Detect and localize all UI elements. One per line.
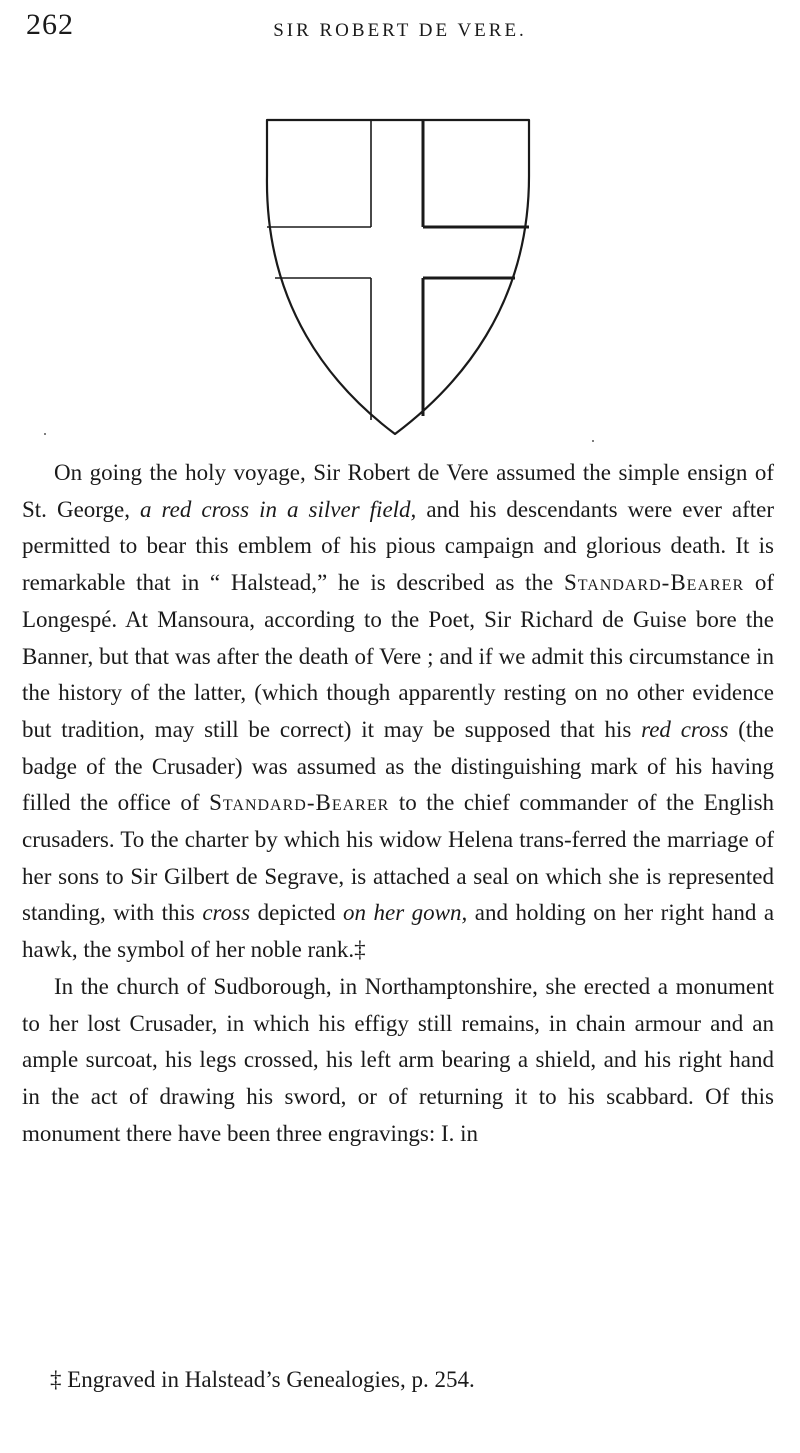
text-run: and holding on her right hand a hawk, the symbol of her noble rank.‡ <box>22 900 775 963</box>
italic-run: red cross <box>641 716 729 742</box>
text-run: (the badge of the Crusader) was assumed as the distinguishing mark of his having filled the office of <box>22 716 775 816</box>
text-run: On going the holy voyage, Sir Robert de Vere assumed the simple ensign of St. George, <box>22 460 774 522</box>
paragraph-2: In the church of Sudborough, in Northamptonshire, she erected a monument to her lost Crusader, in which his effigy still remains, in chain armour and an ample surcoat, his legs crossed, his left arm bearing a shield, and his right hand in the act of drawing his sword, or of returning it to his scabbard. Of this monument there have been three engravings: I. in <box>22 973 774 1146</box>
italic-run: a red cross in a silver field, <box>140 496 417 522</box>
text-run: depicted <box>257 900 336 926</box>
footnote: ‡ Engraved in Halstead’s Genealogies, p. 254. <box>50 1367 475 1392</box>
paragraph-1 <box>22 455 774 969</box>
ink-speck <box>592 440 594 442</box>
text-run: and his descendants were ever after permitted to bear this emblem of his pious campaign and glorious death. It is remarkable that in “ Halstead,” he is described as the <box>22 496 775 596</box>
ink-speck <box>44 433 46 435</box>
text-run: to the chief commander of the English crusaders. To the charter by which his widow Helena trans-ferred the marriage of her sons to Sir Gilbert de Segrave, is attached a seal on which she is represented standing, with this <box>22 790 775 926</box>
text-run: of Longespé. At Mansoura, according to the Poet, Sir Richard de Guise bore the Banner, but that was after the death of Vere ; and if we admit this circumstance in the history of the latter, (which though apparently resting on no other evidence but tradition, may still be correct) it may be supposed that his <box>22 570 775 742</box>
body-text <box>22 455 774 1152</box>
page-number: 262 <box>26 8 74 41</box>
italic-run: on her gown, <box>343 900 468 926</box>
shield-with-cross-icon <box>259 116 535 442</box>
running-title: SIR ROBERT DE VERE. <box>273 20 527 41</box>
italic-run: cross <box>202 900 251 926</box>
small-caps-run: Standard-Bearer <box>563 570 745 596</box>
small-caps-run: Standard-Bearer <box>209 790 390 816</box>
